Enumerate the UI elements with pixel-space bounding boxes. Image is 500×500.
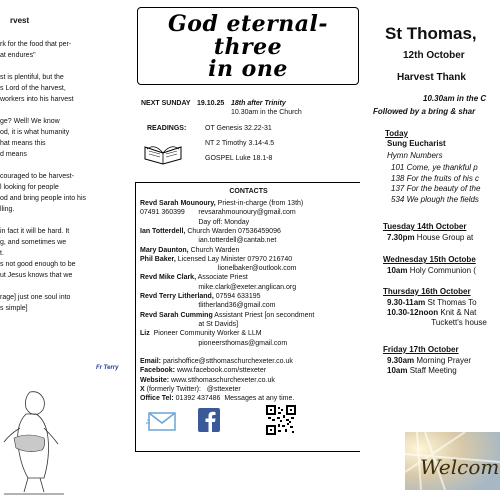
schedule-item: [387, 308, 476, 317]
sunday-date: 19.10.25: [197, 100, 225, 107]
contact-line: [140, 329, 262, 338]
contact-line: [140, 255, 292, 264]
eucharist-title: Sung Eucharist: [387, 139, 446, 148]
hymn-item: 101 Come, ye thankful p: [391, 163, 478, 172]
author: Fr Terry: [96, 365, 119, 371]
contact-line: [140, 236, 276, 245]
service-date: 12th October: [403, 50, 465, 61]
contact-detail: www.facebook.com/sttexeter: [175, 367, 267, 375]
hymn-item: 534 We plough the fields: [391, 194, 479, 204]
readings-label: READINGS:: [147, 125, 187, 132]
contact-name: Facebook:: [140, 367, 176, 375]
contact-detail: Priest-in-charge (from 13th): [215, 200, 304, 207]
contact-name: Revd Sarah Cumming: [140, 311, 213, 319]
today-heading: Today: [385, 129, 408, 138]
contact-line: [140, 273, 248, 282]
contact-detail: lionelbaker@outlook.com: [140, 265, 297, 273]
left-panel: [0, 0, 128, 500]
day-heading: Wednesday 15th Octobe: [383, 255, 476, 264]
left-text-line: in fact it will be hard. It: [0, 228, 70, 235]
left-text-line: s simple]: [0, 305, 28, 312]
contact-detail: at St Davids]: [140, 320, 239, 328]
contact-detail: parishoffice@stthomaschurchexeter.co.uk: [161, 358, 293, 366]
welcome-text: Welcom: [420, 455, 500, 479]
bible-icon: [143, 139, 183, 165]
contact-line: [140, 283, 296, 292]
schedule-item: [387, 298, 477, 307]
schedule-text: Holy Communion (: [407, 266, 476, 275]
schedule-text: Morning Prayer: [414, 356, 472, 365]
title-banner: [137, 7, 359, 85]
schedule-time: 10am: [387, 366, 408, 375]
left-text-line: s Lord of the harvest,: [0, 85, 66, 92]
schedule-item: [387, 318, 487, 327]
schedule-time: 10am: [387, 266, 408, 275]
right-panel: [365, 0, 500, 500]
contact-line: [140, 357, 293, 366]
contact-detail: Assistant Priest [on secondment: [212, 311, 315, 319]
schedule-text: House Group at: [414, 233, 474, 242]
contact-line: [140, 208, 296, 217]
schedule-text: Knit & Nat: [438, 308, 477, 317]
contact-detail: 01392 437486 Messages at any time.: [173, 395, 295, 403]
contact-line: [140, 311, 314, 320]
left-text-line: workers into his harvest: [0, 96, 74, 103]
left-text-line: at endures": [0, 52, 36, 59]
left-text-line: hat means this: [0, 140, 46, 147]
service-time: 10.30am in the C: [423, 94, 487, 103]
contact-detail: mike.clark@exeter.anglican.org: [140, 283, 297, 291]
left-text-line: d means: [0, 151, 27, 158]
reading-gospel: GOSPEL Luke 18.1-8: [205, 155, 273, 162]
left-text-line: t.: [0, 250, 4, 257]
contact-line: [140, 227, 281, 236]
contact-detail: 07594 633195: [213, 293, 261, 300]
email-icon[interactable]: [146, 408, 180, 434]
banner-line-2: three: [213, 34, 283, 60]
left-text-line: od, it is what humanity: [0, 129, 70, 136]
left-title: rvest: [10, 16, 30, 25]
contact-name: Revd Mike Clark,: [140, 274, 197, 282]
schedule-time: 7.30pm: [387, 233, 415, 242]
left-text-line: g, and sometimes we: [0, 239, 67, 246]
sunday-heading: NEXT SUNDAY: [141, 100, 191, 107]
contact-line: [140, 292, 261, 301]
hymn-item: 137 For the beauty of the: [391, 184, 481, 193]
contact-detail: Church Warden 07536459096: [185, 227, 281, 235]
contact-name: Mary Daunton,: [140, 246, 189, 254]
left-text-line: l looking for people: [0, 184, 59, 191]
sower-illustration: [0, 388, 66, 500]
left-text-line: ut Jesus knows that we: [0, 272, 73, 279]
contact-detail: 07491 360399 revsarahmounoury@gmail.com: [140, 209, 296, 217]
banner-line-3: in one: [208, 56, 288, 82]
contact-name: Office Tel:: [140, 395, 174, 403]
sunday-occasion: 18th after Trinity: [231, 100, 286, 107]
contact-line: [140, 366, 266, 375]
left-text-line: ge? Well! We know: [0, 118, 60, 125]
contact-name: Phil Baker,: [140, 255, 176, 263]
left-text-line: rage] just one soul into: [0, 294, 71, 301]
contact-name: X: [140, 386, 145, 393]
contact-detail: ian.totterdell@cantab.net: [140, 237, 277, 245]
contact-name: Revd Terry Litherland,: [140, 293, 214, 300]
reading-nt: NT 2 Timothy 3.14-4.5: [205, 140, 275, 147]
contact-detail: Pioneer Community Worker & LLM: [149, 330, 262, 338]
contacts-title: CONTACTS: [229, 188, 268, 195]
left-text-line: s not good enough to be: [0, 261, 76, 268]
contact-line: [140, 320, 238, 329]
contact-line: [140, 218, 249, 227]
contact-line: [140, 376, 275, 385]
schedule-text: Tuckett's house: [387, 318, 487, 327]
schedule-time: 9.30-11am: [387, 298, 426, 307]
schedule-time: 9.30am: [387, 356, 415, 365]
schedule-text: St Thomas To: [425, 298, 477, 307]
contact-name: Ian Totterdell,: [140, 227, 186, 235]
contact-line: [140, 339, 287, 348]
contacts-box: [135, 182, 360, 452]
schedule-item: [387, 356, 471, 365]
day-heading: Thursday 16th October: [383, 287, 471, 296]
church-title: St Thomas,: [385, 24, 477, 43]
next-sunday-box: [137, 93, 357, 177]
contact-line: [140, 264, 297, 273]
contact-name: Liz: [140, 330, 150, 338]
contact-detail: (formerly Twitter): @sttexeter: [144, 386, 241, 393]
contact-name: Website:: [140, 376, 170, 384]
day-heading: Tuesday 14th October: [383, 222, 467, 231]
left-text-line: couraged to be harvest-: [0, 173, 74, 180]
service-follow: Followed by a bring & shar: [373, 107, 476, 116]
day-heading: Friday 17th October: [383, 345, 459, 354]
facebook-icon[interactable]: [198, 408, 220, 432]
contact-name: Revd Sarah Mounoury,: [140, 200, 216, 207]
contact-line: [140, 385, 241, 394]
schedule-item: [387, 366, 457, 375]
reading-ot: OT Genesis 32.22-31: [205, 125, 272, 132]
service-event: Harvest Thank: [397, 72, 466, 83]
left-text-line: rk for the food that per-: [0, 41, 72, 48]
contact-line: [140, 394, 294, 403]
contact-detail: Associate Priest: [196, 274, 248, 282]
contact-detail: pioneersthomas@gmail.com: [140, 339, 288, 347]
hymn-item: 138 For the fruits of his c: [391, 173, 480, 183]
contact-name: Email:: [140, 358, 162, 366]
left-text-line: od and bring people into his: [0, 195, 87, 202]
schedule-text: Staff Meeting: [407, 366, 457, 375]
contact-line: [140, 199, 303, 208]
schedule-item: [387, 233, 473, 242]
contact-detail: Licensed Lay Minister 07970 216740: [175, 255, 293, 263]
contact-detail: www.stthomaschurchexeter.co.uk: [169, 376, 275, 384]
banner-line-1: God eternal-: [168, 11, 328, 37]
contact-line: [140, 246, 239, 255]
sunday-time: 10.30am in the Church: [231, 109, 302, 116]
middle-panel: [135, 0, 360, 500]
contact-detail: Day off: Monday: [140, 218, 250, 226]
contact-line: [140, 301, 276, 310]
schedule-item: [387, 266, 476, 275]
hymns-label: Hymn Numbers: [387, 151, 443, 160]
left-text-line: lling.: [0, 206, 15, 213]
qr-code-icon[interactable]: [266, 405, 296, 435]
contact-detail: Church Warden: [188, 246, 240, 254]
left-text-line: st is plentiful, but the: [0, 74, 64, 81]
schedule-time: 10.30-12noon: [387, 308, 439, 317]
contact-detail: tlitherland36@gmail.com: [140, 302, 276, 310]
